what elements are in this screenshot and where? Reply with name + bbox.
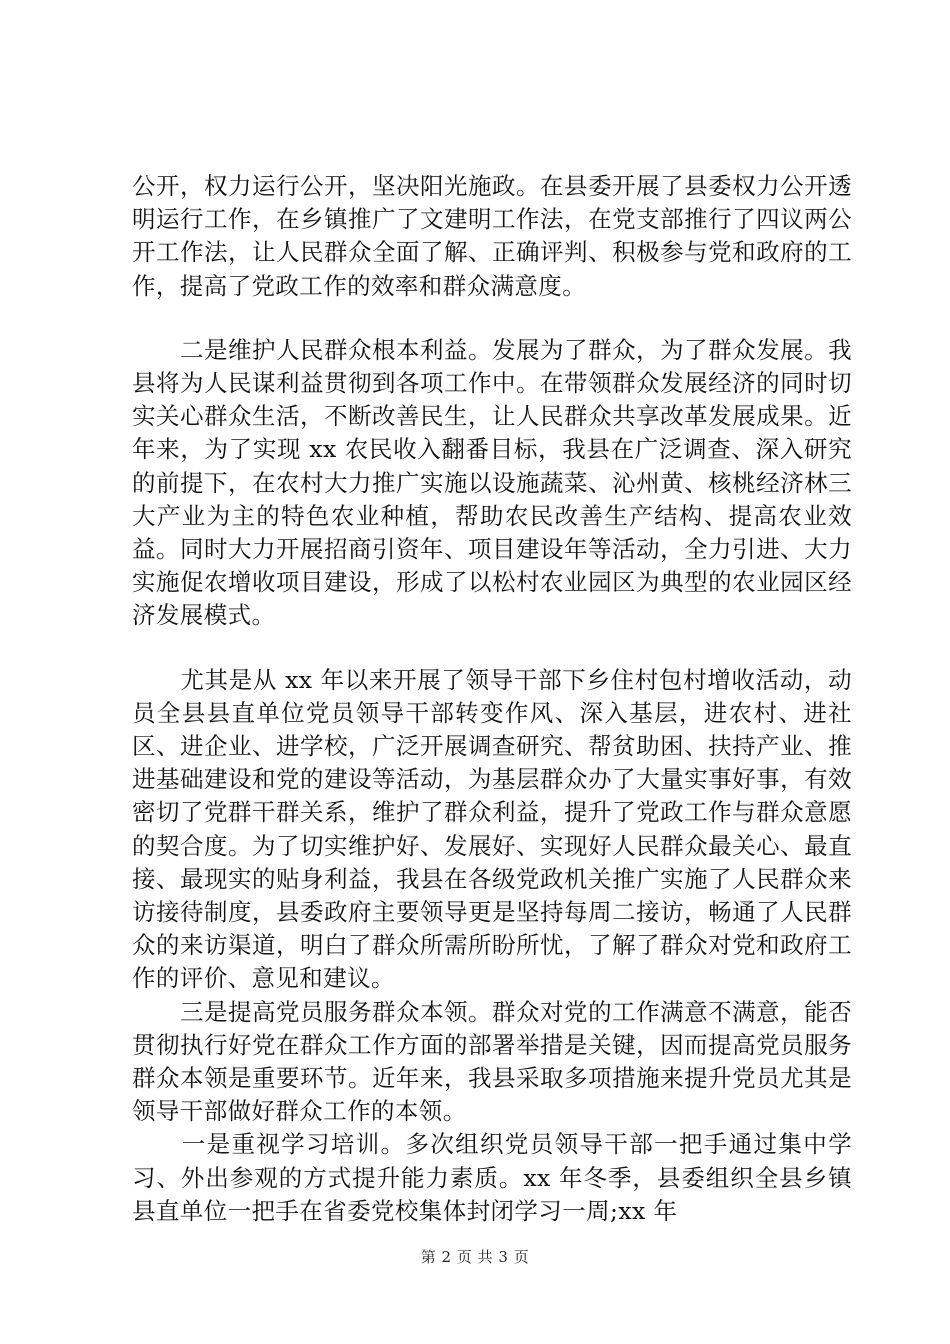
paragraph-4: 三是提高党员服务群众本领。群众对党的工作满意不满意，能否贯彻执行好党在群众工作方面的部署举措是关键，因而提高党员服务群众本领是重要环节。近年来，我县采取多项措施来提升党员尤其是领导干部做好群众工作的本领。	[132, 997, 852, 1126]
page-number-footer: 第 2 页 共 3 页	[420, 1248, 530, 1266]
paragraph-3: 尤其是从 xx 年以来开展了领导干部下乡住村包村增收活动，动员全县县直单位党员领导干部转变作风、深入基层，进农村、进社区、进企业、进学校，广泛开展调查研究、帮贫助困、扶持产业、推进基础建设和党的建设等活动，为基层群众办了大量实事好事，有效密切了党群干群关系，维护了群众利益，提升了党政工作与群众意愿的契合度。为了切实维护好、发展好、实现好人民群众最关心、最直接、最现实的贴身利益，我县在各级党政机关推广实施了人民群众来访接待制度，县委政府主要领导更是坚持每周二接访，畅通了人民群众的来访渠道，明白了群众所需所盼所忧，了解了群众对党和政府工作的评价、意见和建议。	[132, 665, 852, 993]
paragraph-2: 二是维护人民群众根本利益。发展为了群众，为了群众发展。我县将为人民谋利益贯彻到各项工作中。在带领群众发展经济的同时切实关心群众生活，不断改善民生，让人民群众共享改革发展成果。近年来，为了实现 xx 农民收入翻番目标，我县在广泛调查、深入研究的前提下，在农村大力推广实施以设施蔬菜、沁州黄、核桃经济林三大产业为主的特色农业种植，帮助农民改善生产结构、提高农业效益。同时大力开展招商引资年、项目建设年等活动，全力引进、大力实施促农增收项目建设，形成了以松村农业园区为典型的农业园区经济发展模式。	[132, 335, 852, 630]
paragraph-1: 公开，权力运行公开，坚决阳光施政。在县委开展了县委权力公开透明运行工作，在乡镇推广了文建明工作法，在党支部推行了四议两公开工作法，让人民群众全面了解、正确评判、积极参与党和政府的工作，提高了党政工作的效率和群众满意度。	[132, 172, 852, 300]
paragraph-spacer	[132, 633, 852, 664]
document-body	[132, 170, 852, 1228]
paragraph-5: 一是重视学习培训。多次组织党员领导干部一把手通过集中学习、外出参观的方式提升能力素质。xx 年冬季，县委组织全县乡镇县直单位一把手在省委党校集体封闭学习一周;xx 年	[132, 1130, 852, 1225]
paragraph-spacer	[132, 303, 852, 334]
